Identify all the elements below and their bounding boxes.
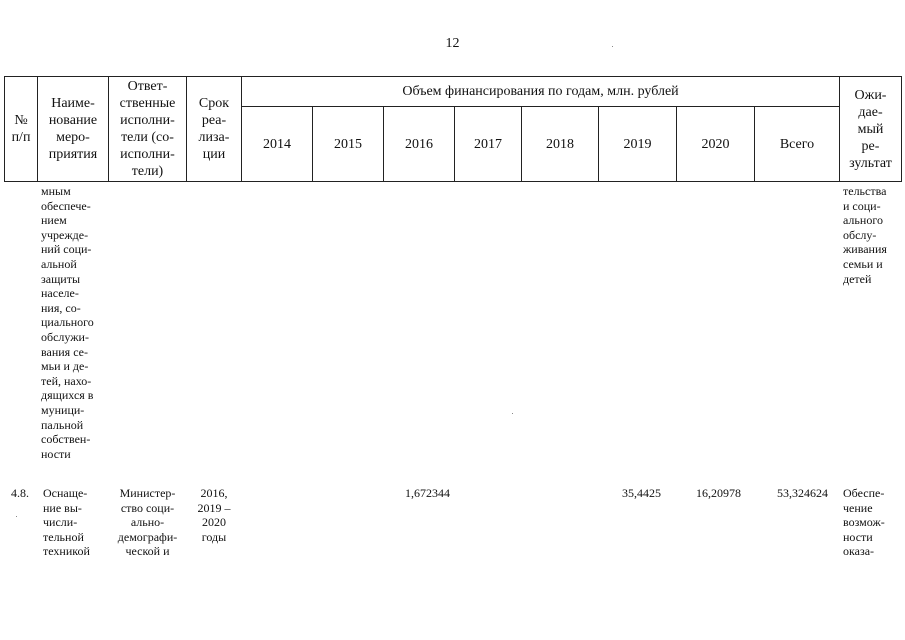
header-term: Срок реа- лиза- ции <box>198 96 230 162</box>
header-year-2015: 2015 <box>334 136 362 152</box>
row-48-value-2016: 1,672344 <box>405 486 450 500</box>
row-48-value-2020: 16,20978 <box>696 486 741 500</box>
continued-result-cell: тельства и соци- ального обслу- живания семьи и детей <box>843 184 887 286</box>
scan-speck <box>16 516 17 517</box>
header-year-2017: 2017 <box>474 136 502 152</box>
row-48-num: 4.8. <box>11 486 29 500</box>
scan-speck <box>612 46 613 47</box>
row-48-term: 2016, 2019 – 2020 годы <box>197 486 231 544</box>
page-number: 12 <box>445 36 460 51</box>
row-48-value-2019: 35,4425 <box>622 486 661 500</box>
header-year-2016: 2016 <box>405 136 433 152</box>
header-year-2020: 2020 <box>701 136 730 152</box>
row-48-name: Оснаще- ние вы- числи- тельной техникой <box>43 486 90 559</box>
header-year-2019: 2019 <box>623 136 652 152</box>
col-border <box>901 76 902 182</box>
header-result: Ожи- дае- мый ре- зультат <box>849 87 892 171</box>
header-num: № п/п <box>11 113 31 145</box>
row-48-total: 53,324624 <box>777 486 828 500</box>
header-year-2018: 2018 <box>546 136 574 152</box>
row-48-executors: Министер- ство соци- ально- демографи- ческой и <box>117 486 178 559</box>
row-48-result: Обеспе- чение возмож- ности оказа- <box>843 486 885 559</box>
continued-name-cell: мным обеспече- нием учрежде- ний соци- альной защиты населе- ния, со- циального обслужи- вания се- мьи и де- тей, нахо- дящихся в муници- пальной собствен- ности <box>41 184 94 461</box>
header-total: Всего <box>779 136 815 152</box>
header-bottom-border <box>4 181 902 182</box>
header-year-2014: 2014 <box>263 136 291 152</box>
header-name: Наиме- нование меро- приятия <box>48 96 98 162</box>
header-executors: Ответ- ственные исполни- тели (со- исполни- тели) <box>119 79 176 179</box>
scan-speck <box>512 413 513 414</box>
header-funding: Объем финансирования по годам, млн. рублей <box>402 84 679 99</box>
